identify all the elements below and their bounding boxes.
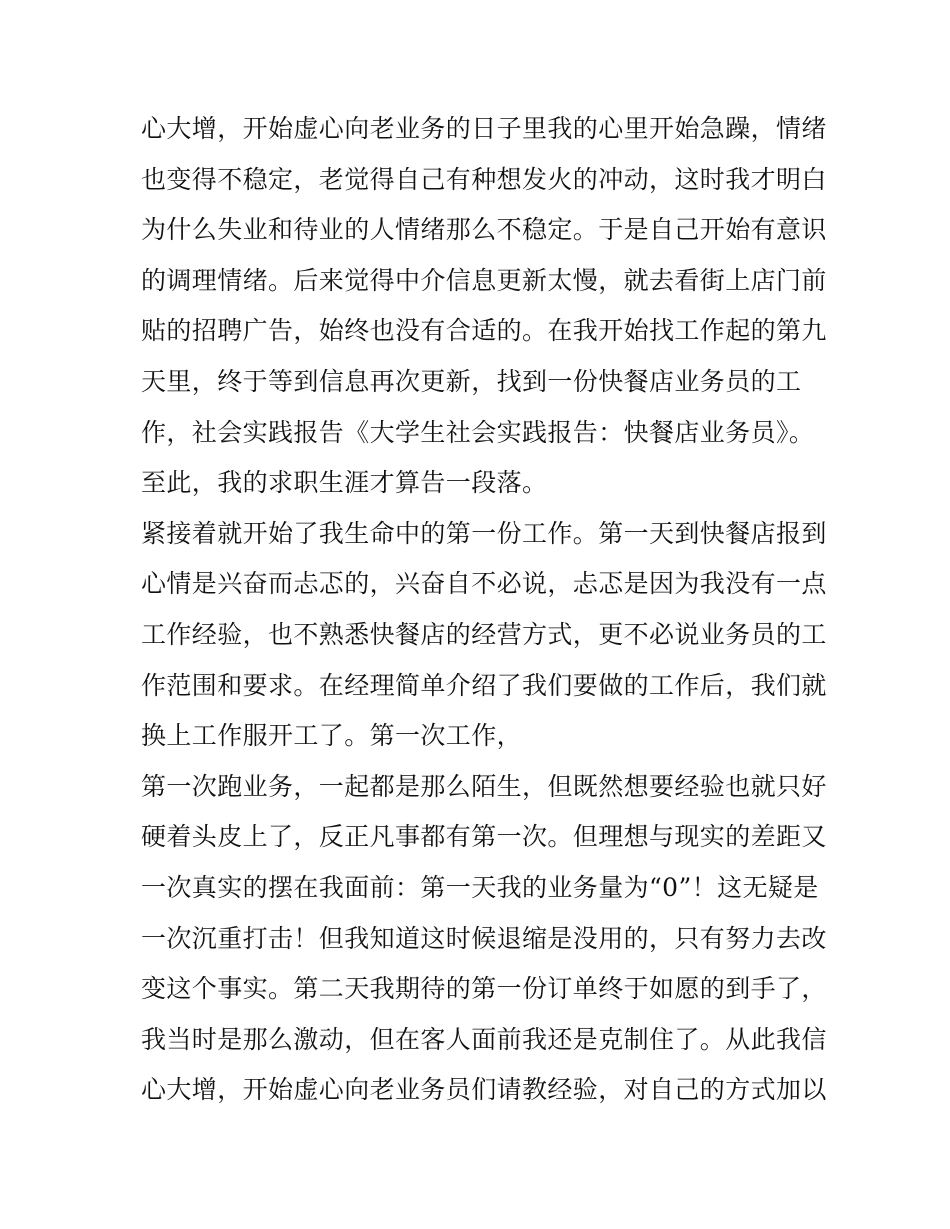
text-line: 作，社会实践报告《大学生社会实践报告：快餐店业务员》。 [141,417,815,447]
text-line: 为什么失业和待业的人情绪那么不稳定。于是自己开始有意识 [141,215,827,245]
text-line: 作范围和要求。在经理简单介绍了我们要做的工作后，我们就 [141,670,827,700]
text-line: 一次真实的摆在我面前：第一天我的业务量为“0”！这无疑是 [141,872,819,902]
text-line: 工作经验，也不熟悉快餐店的经营方式，更不必说业务员的工 [141,619,827,649]
text-line: 心情是兴奋而忐忑的，兴奋自不必说，忐忑是因为我没有一点 [141,569,827,599]
text-line: 变这个事实。第二天我期待的第一份订单终于如愿的到手了， [141,974,827,1004]
document-body [141,104,827,1116]
text-line: 紧接着就开始了我生命中的第一份工作。第一天到快餐店报到 [141,518,827,548]
text-line: 至此，我的求职生涯才算告一段落。 [141,468,548,498]
text-line: 换上工作服开工了。第一次工作， [141,721,523,751]
text-line: 的调理情绪。后来觉得中介信息更新太慢，就去看街上店门前 [141,265,827,295]
text-line: 硬着头皮上了，反正凡事都有第一次。但理想与现实的差距又 [141,822,827,852]
text-line: 天里，终于等到信息再次更新，找到一份快餐店业务员的工 [141,366,802,396]
text-line: 心大增，开始虚心向老业务员们请教经验，对自己的方式加以 [141,1075,827,1105]
text-line: 心大增，开始虚心向老业务的日子里我的心里开始急躁，情绪 [141,114,827,143]
text-line: 贴的招聘广告，始终也没有合适的。在我开始找工作起的第九 [141,316,827,346]
text-line: 也变得不稳定，老觉得自己有种想发火的冲动，这时我才明白 [141,164,827,194]
text-line: 一次沉重打击！但我知道这时候退缩是没用的，只有努力去改 [141,923,827,953]
text-line: 第一次跑业务，一起都是那么陌生，但既然想要经验也就只好 [141,771,827,801]
text-line: 我当时是那么激动，但在客人面前我还是克制住了。从此我信 [141,1024,827,1054]
